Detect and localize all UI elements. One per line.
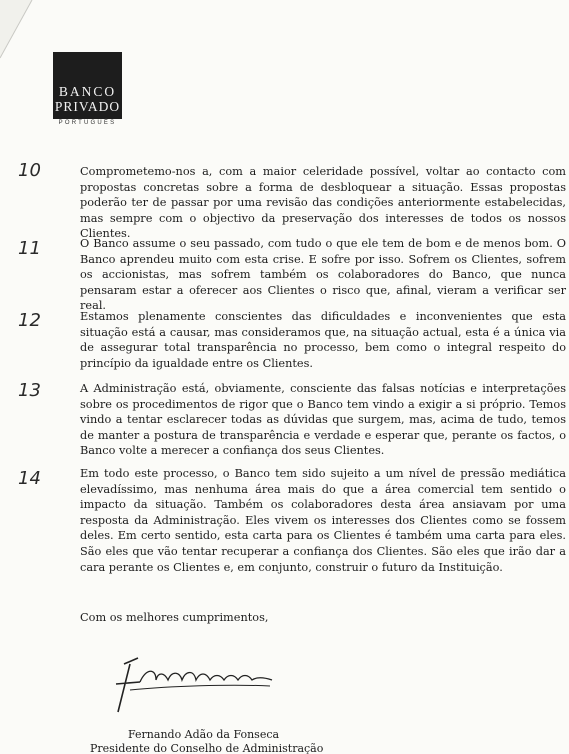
paragraph-11: O Banco assume o seu passado, com tudo o que ele tem de bom e de menos bom. O Banco aprendeu muito com esta crise. E sofre por isso. Sofrem os Clientes, sofrem os accionistas, mas sofrem também os colaboradores do Banco, que nunca pensaram estar a oferecer aos Clientes o risco que, afinal, vieram a verificar ser real. (80, 237, 566, 313)
handwritten-number: 14 (18, 468, 41, 489)
closing-salutation: Com os melhores cumprimentos, (80, 611, 269, 624)
signer-title: Presidente do Conselho de Administração (90, 742, 324, 754)
handwritten-number: 10 (18, 160, 41, 181)
folded-corner (0, 0, 40, 60)
signer-name: Fernando Adão da Fonseca (128, 728, 280, 741)
handwritten-signature (110, 650, 290, 720)
paragraph-14: Em todo este processo, o Banco tem sido sujeito a um nível de pressão mediática elevadíssimo, mas nenhuma área mais do que a área comercial tem sentido o impacto da situação. Também os colaboradores desta área ansiavam por uma resposta da Administração. Eles vivem os interesses dos Clientes como se fossem deles. Em certo sentido, esta carta para os Clientes é também uma carta para eles. São eles que vão tentar recuperar a confiança dos Clientes. São eles que irão dar a cara perante os Clientes e, em conjunto, construir o futuro da Instituição. (80, 467, 566, 574)
paragraph-10: Comprometemo-nos a, com a maior celeridade possível, voltar ao contacto com propostas concretas sobre a forma de desbloquear a situação. Essas propostas poderão ter de passar por uma revisão das condições anteriormente estabelecidas, mas sempre com o objectivo da preservação dos interesses de todos os nossos Clientes. (80, 165, 566, 241)
handwritten-number: 11 (18, 238, 41, 259)
logo-line-privado: PRIVADO (54, 99, 121, 114)
logo-line-portugues: PORTUGUÊS (58, 120, 117, 126)
handwritten-number: 12 (18, 310, 41, 331)
bank-logo (53, 52, 122, 119)
logo-line-banco: BANCO (58, 84, 117, 99)
paragraph-13: A Administração está, obviamente, consciente das falsas notícias e interpretações sobre os procedimentos de rigor que o Banco tem vindo a exigir a si próprio. Temos vindo a tentar esclarecer todas as dúvidas que surgem, mas, acima de tudo, temos de manter a postura de transparência e verdade e esperar que, perante os factos, o Banco volte a merecer a confiança dos seus Clientes. (80, 382, 566, 458)
handwritten-number: 13 (18, 380, 41, 401)
paragraph-12: Estamos plenamente conscientes das dificuldades e inconvenientes que esta situação está a causar, mas consideramos que, na situação actual, esta é a única via de assegurar total transparência no processo, bem como o integral respeito do princípio da igualdade entre os Clientes. (80, 310, 566, 370)
